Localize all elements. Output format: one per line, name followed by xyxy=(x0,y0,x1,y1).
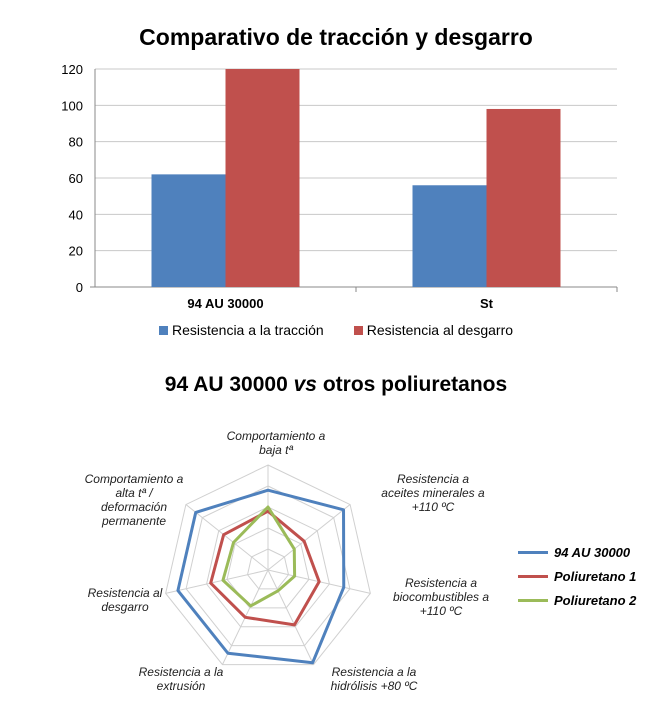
y-tick-label: 80 xyxy=(68,134,83,150)
radar-title-main: 94 AU 30000 xyxy=(164,373,288,396)
radar-axis-label: Comportamiento a baja tª xyxy=(226,429,326,457)
radar-legend-line-94au xyxy=(518,551,548,554)
legend-label-traccion: Resistencia a la tracción xyxy=(171,322,324,338)
radar-legend-label-pu1: Poliuretano 1 xyxy=(554,568,637,584)
y-tick-label: 0 xyxy=(75,280,83,295)
category-label: St xyxy=(480,296,493,311)
radar-spoke xyxy=(268,570,314,665)
radar-legend xyxy=(518,540,636,612)
bar-chart-title: Comparativo de tracción y desgarro xyxy=(139,24,533,50)
radar-axis-label: Comportamiento a alta tª / deformación permanente xyxy=(84,472,184,528)
y-tick-label: 100 xyxy=(61,98,83,114)
y-tick-label: 120 xyxy=(61,62,83,77)
y-tick-label: 40 xyxy=(68,207,83,223)
radar-legend-item-94au xyxy=(518,540,636,564)
y-tick-label: 60 xyxy=(68,171,83,186)
radar-title-rest: otros poliuretanos xyxy=(322,373,508,396)
radar-axis-label: Resistencia al desgarro xyxy=(87,586,163,614)
radar-legend-line-pu1 xyxy=(518,575,548,578)
legend-label-desgarro: Resistencia al desgarro xyxy=(366,322,514,338)
radar-title-vs: vs xyxy=(293,373,317,396)
radar-axis-label: Resistencia a aceites minerales a +110 ºC xyxy=(381,472,485,514)
y-tick-label: 20 xyxy=(68,243,83,259)
radar-axis-label: Resistencia a la extrusión xyxy=(138,665,224,693)
radar-axis-label: Resistencia a la hidrólisis +80 ºC xyxy=(330,665,418,693)
radar-legend-item-pu1 xyxy=(518,564,636,588)
category-label: 94 AU 30000 xyxy=(187,296,264,311)
radar-legend-item-pu2 xyxy=(518,588,636,612)
radar-axis-label: Resistencia a biocombustibles a +110 ºC xyxy=(392,576,490,618)
radar-legend-label-pu2: Poliuretano 2 xyxy=(554,592,637,608)
radar-legend-label-94au: 94 AU 30000 xyxy=(554,544,631,560)
radar-legend-line-pu2 xyxy=(518,599,548,602)
